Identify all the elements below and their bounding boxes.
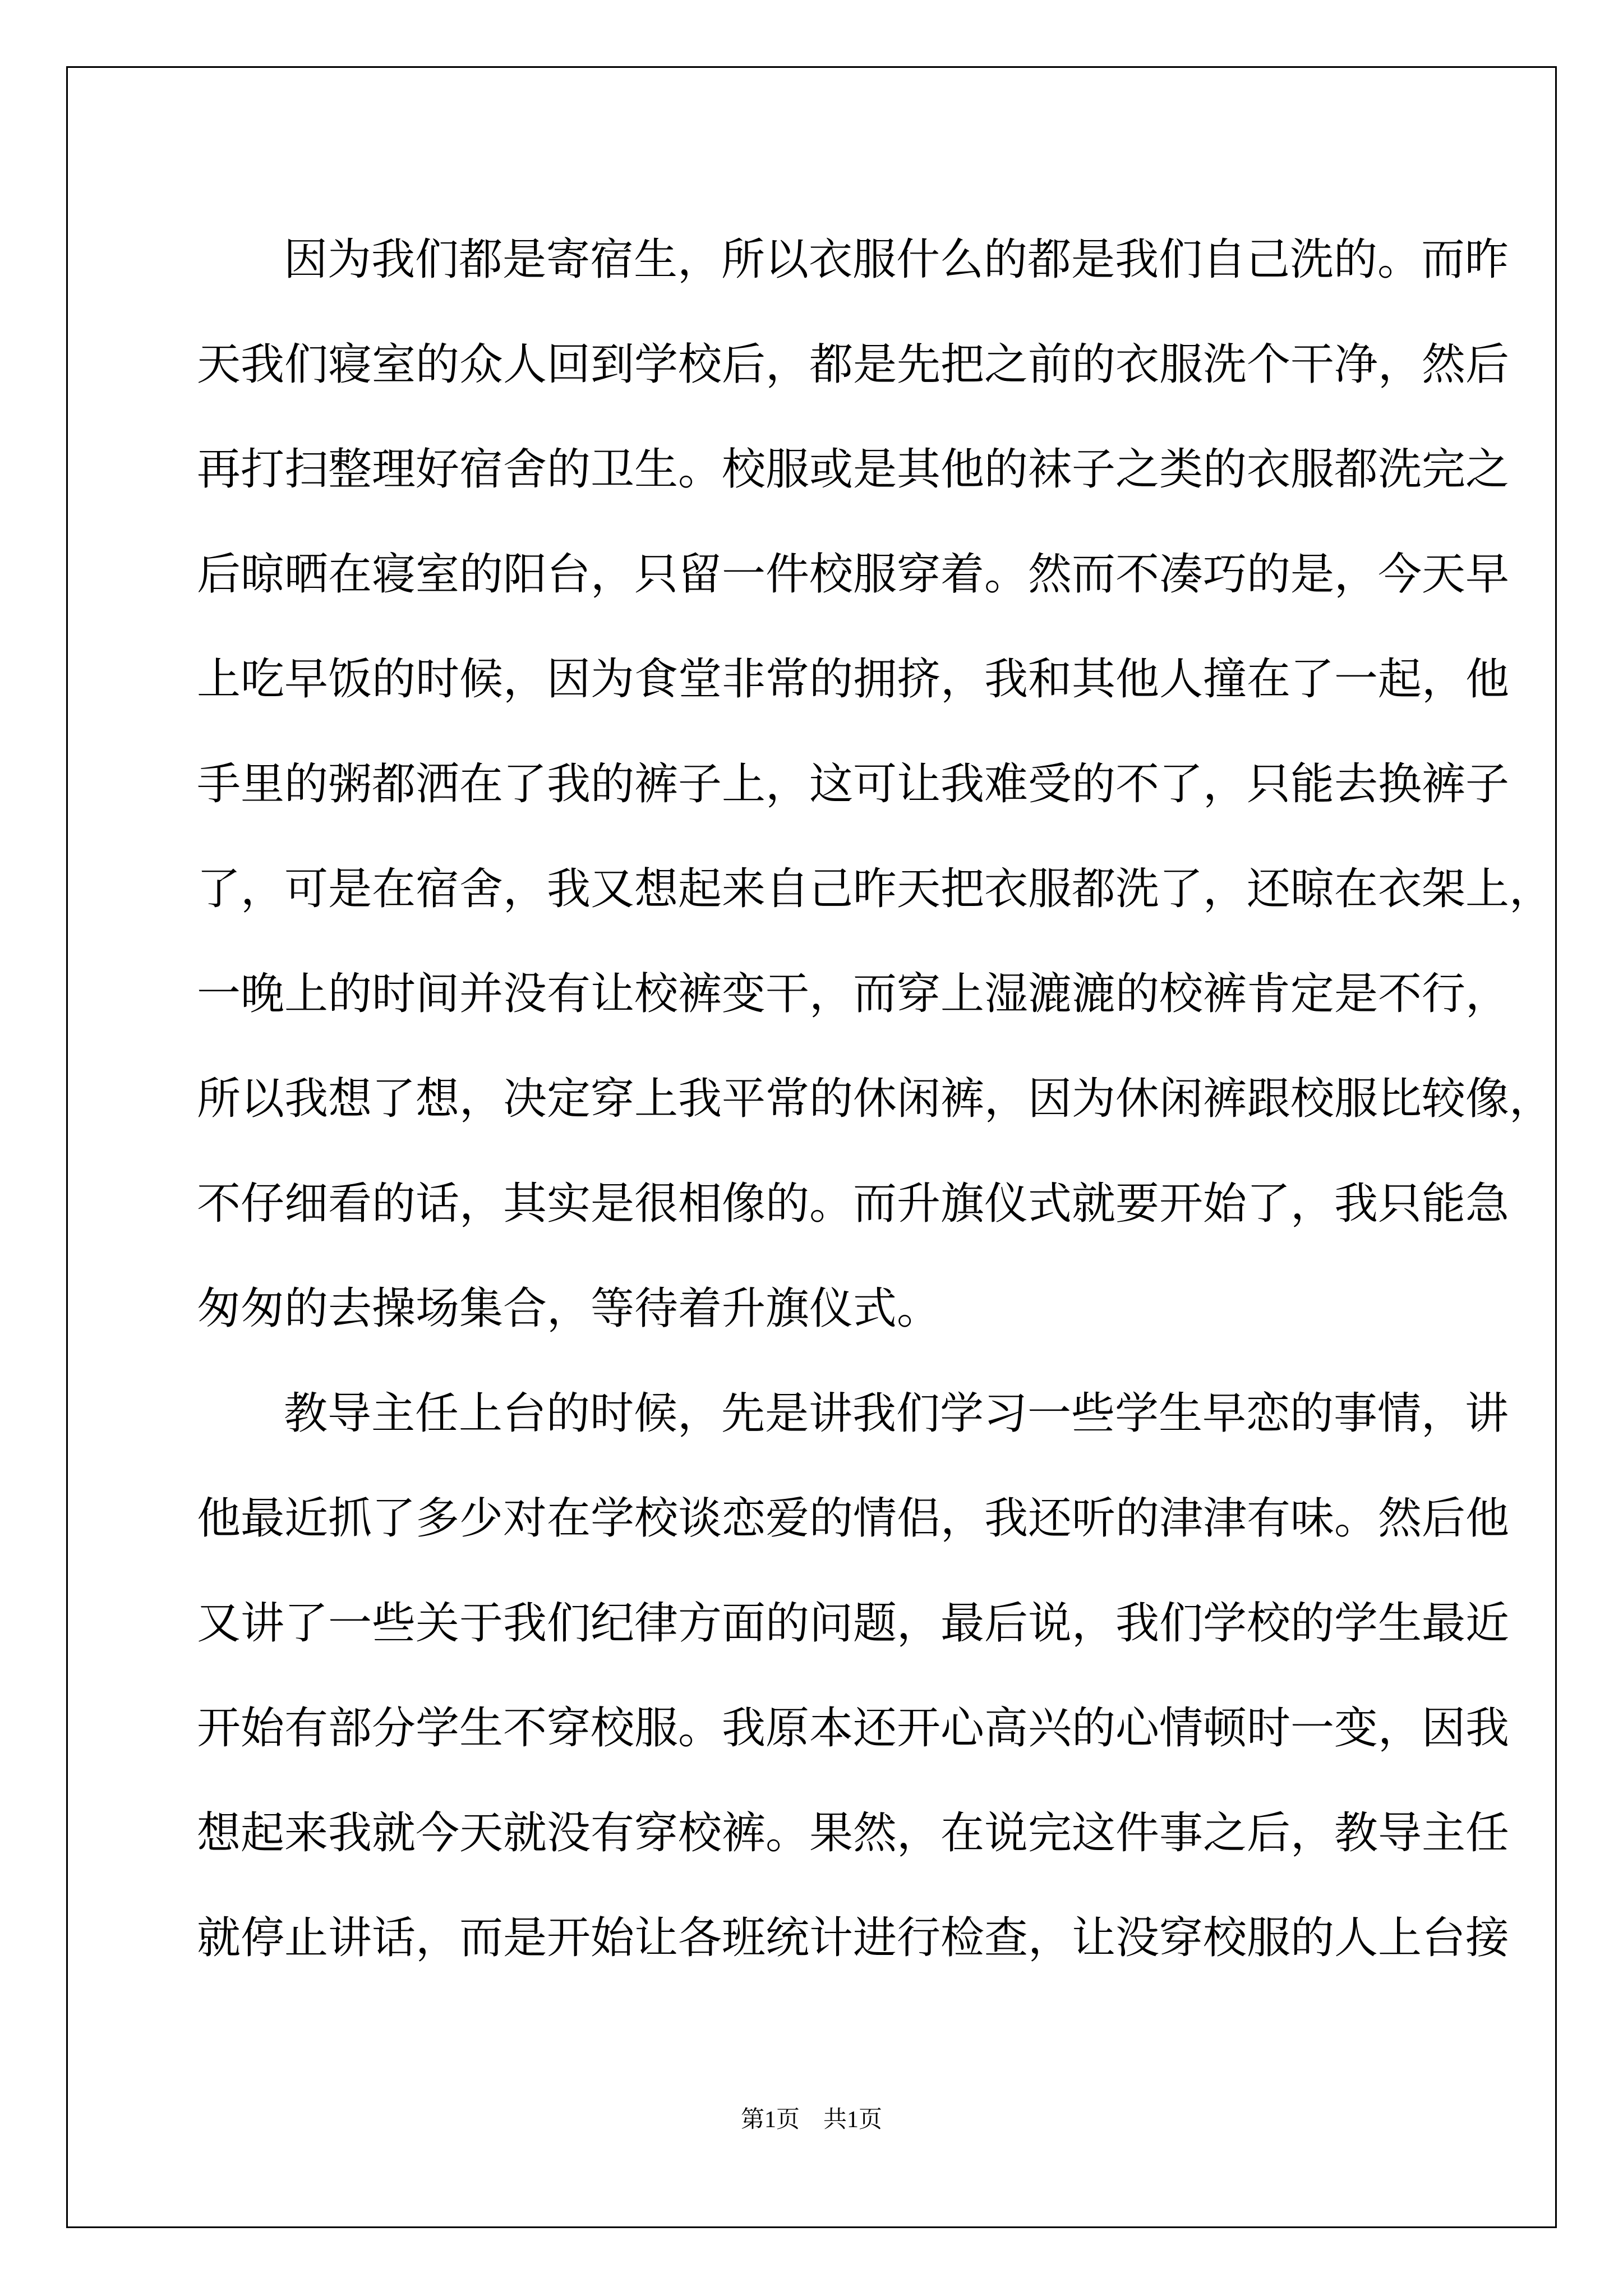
text-line: 了，可是在宿舍，我又想起来自己昨天把衣服都洗了，还晾在衣架上， [197,864,1553,914]
text-line: 手里的粥都洒在了我的裤子上，这可让我难受的不了，只能去换裤子 [197,759,1510,809]
text-line: 再打扫整理好宿舍的卫生。校服或是其他的袜子之类的衣服都洗完之 [197,444,1510,495]
text-line: 一晚上的时间并没有让校裤变干，而穿上湿漉漉的校裤肯定是不行， [197,969,1510,1019]
text-line: 教导主任上台的时候，先是讲我们学习一些学生早恋的事情，讲 [284,1388,1509,1439]
text-line: 就停止讲话，而是开始让各班统计进行检查，让没穿校服的人上台接 [197,1913,1510,1963]
text-line: 不仔细看的话，其实是很相像的。而升旗仪式就要开始了，我只能急 [197,1179,1510,1229]
text-line: 又讲了一些关于我们纪律方面的问题，最后说，我们学校的学生最近 [197,1598,1510,1649]
text-line: 匆匆的去操场集合，等待着升旗仪式。 [197,1283,941,1334]
text-line: 上吃早饭的时候，因为食堂非常的拥挤，我和其他人撞在了一起，他 [197,654,1510,705]
text-line: 开始有部分学生不穿校服。我原本还开心高兴的心情顿时一变，因我 [197,1703,1510,1754]
text-line: 天我们寝室的众人回到学校后，都是先把之前的衣服洗个干净，然后 [197,339,1510,390]
text-line: 想起来我就今天就没有穿校裤。果然，在说完这件事之后，教导主任 [197,1808,1510,1858]
text-line: 后晾晒在寝室的阳台，只留一件校服穿着。然而不凑巧的是，今天早 [197,549,1510,600]
page-footer: 第1页 共1页 [740,2107,882,2133]
text-line: 所以我想了想，决定穿上我平常的休闲裤，因为休闲裤跟校服比较像， [197,1074,1553,1124]
text-line: 因为我们都是寄宿生，所以衣服什么的都是我们自己洗的。而昨 [284,234,1509,285]
document-body [197,208,1553,1991]
text-line: 他最近抓了多少对在学校谈恋爱的情侣，我还听的津津有味。然后他 [197,1493,1510,1544]
